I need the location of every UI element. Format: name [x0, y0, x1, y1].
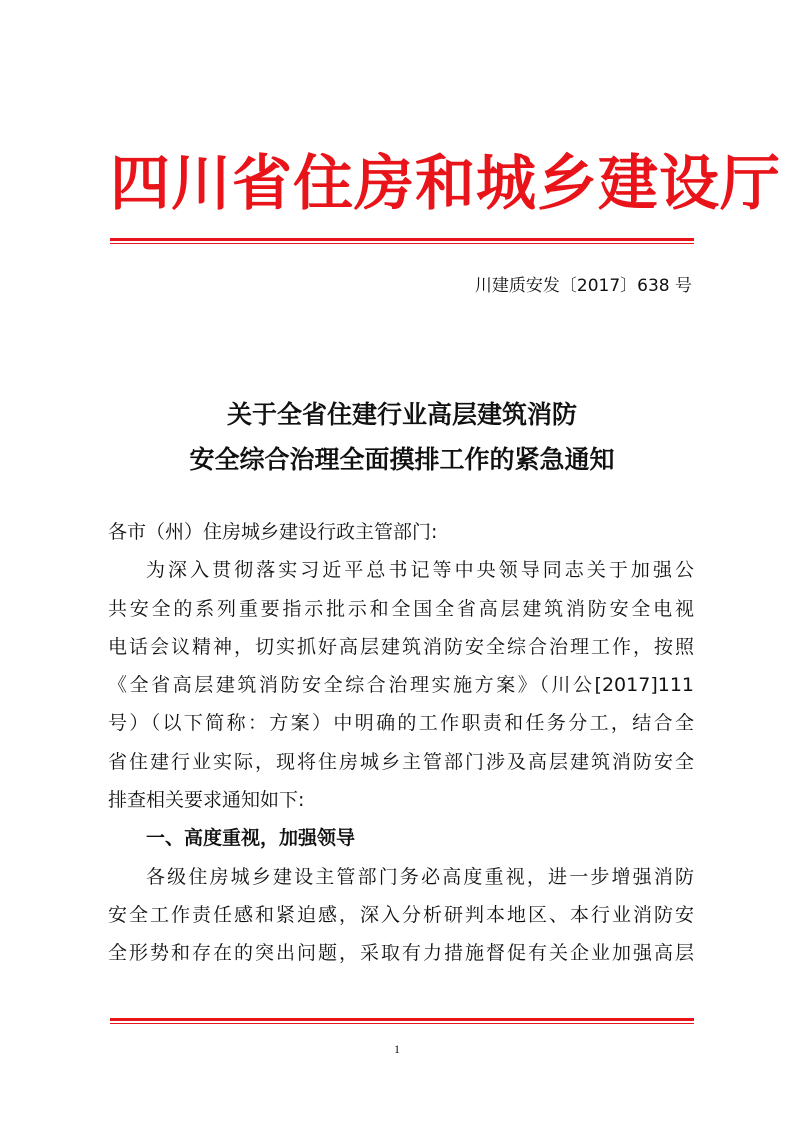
agency-masthead: 四川省住房和城乡建设厅	[110, 149, 781, 219]
title-line-1: 关于全省住建行业高层建筑消防	[226, 400, 577, 429]
title-line-2: 安全综合治理全面摸排工作的紧急通知	[189, 445, 615, 474]
footer-divider	[110, 1018, 694, 1024]
addressee: 各市（州）住房城乡建设行政主管部门:	[108, 521, 438, 543]
paragraph-line: 电话会议精神，切实抓好高层建筑消防安全综合治理工作，按照	[108, 635, 694, 658]
paragraph-line: 号）（以下简称：方案）中明确的工作职责和任务分工，结合全	[108, 712, 694, 735]
paragraph-line: 安全工作责任感和紧迫感，深入分析研判本地区、本行业消防安	[108, 903, 694, 926]
paragraph-line: 省住建行业实际，现将住房城乡主管部门涉及高层建筑消防安全	[108, 750, 694, 773]
page-number: 1	[394, 1042, 400, 1056]
masthead-divider	[110, 238, 694, 244]
document-number: 川建质安发〔2017〕638 号	[474, 276, 692, 296]
paragraph-line: 排查相关要求通知如下:	[108, 789, 305, 812]
document-title	[110, 392, 694, 482]
paragraph-line: 《全省高层建筑消防安全综合治理实施方案》（川公[2017]111	[108, 674, 694, 697]
paragraph-line: 共安全的系列重要指示批示和全国全省高层建筑消防安全电视	[108, 597, 694, 620]
paragraph-line: 全形势和存在的突出问题，采取有力措施督促有关企业加强高层	[108, 942, 694, 965]
paragraph-line: 为深入贯彻落实习近平总书记等中央领导同志关于加强公	[146, 559, 694, 582]
paragraph-line: 各级住房城乡建设主管部门务必高度重视，进一步增强消防	[146, 865, 694, 888]
section-heading: 一、高度重视，加强领导	[146, 827, 356, 850]
document-body	[108, 513, 694, 973]
